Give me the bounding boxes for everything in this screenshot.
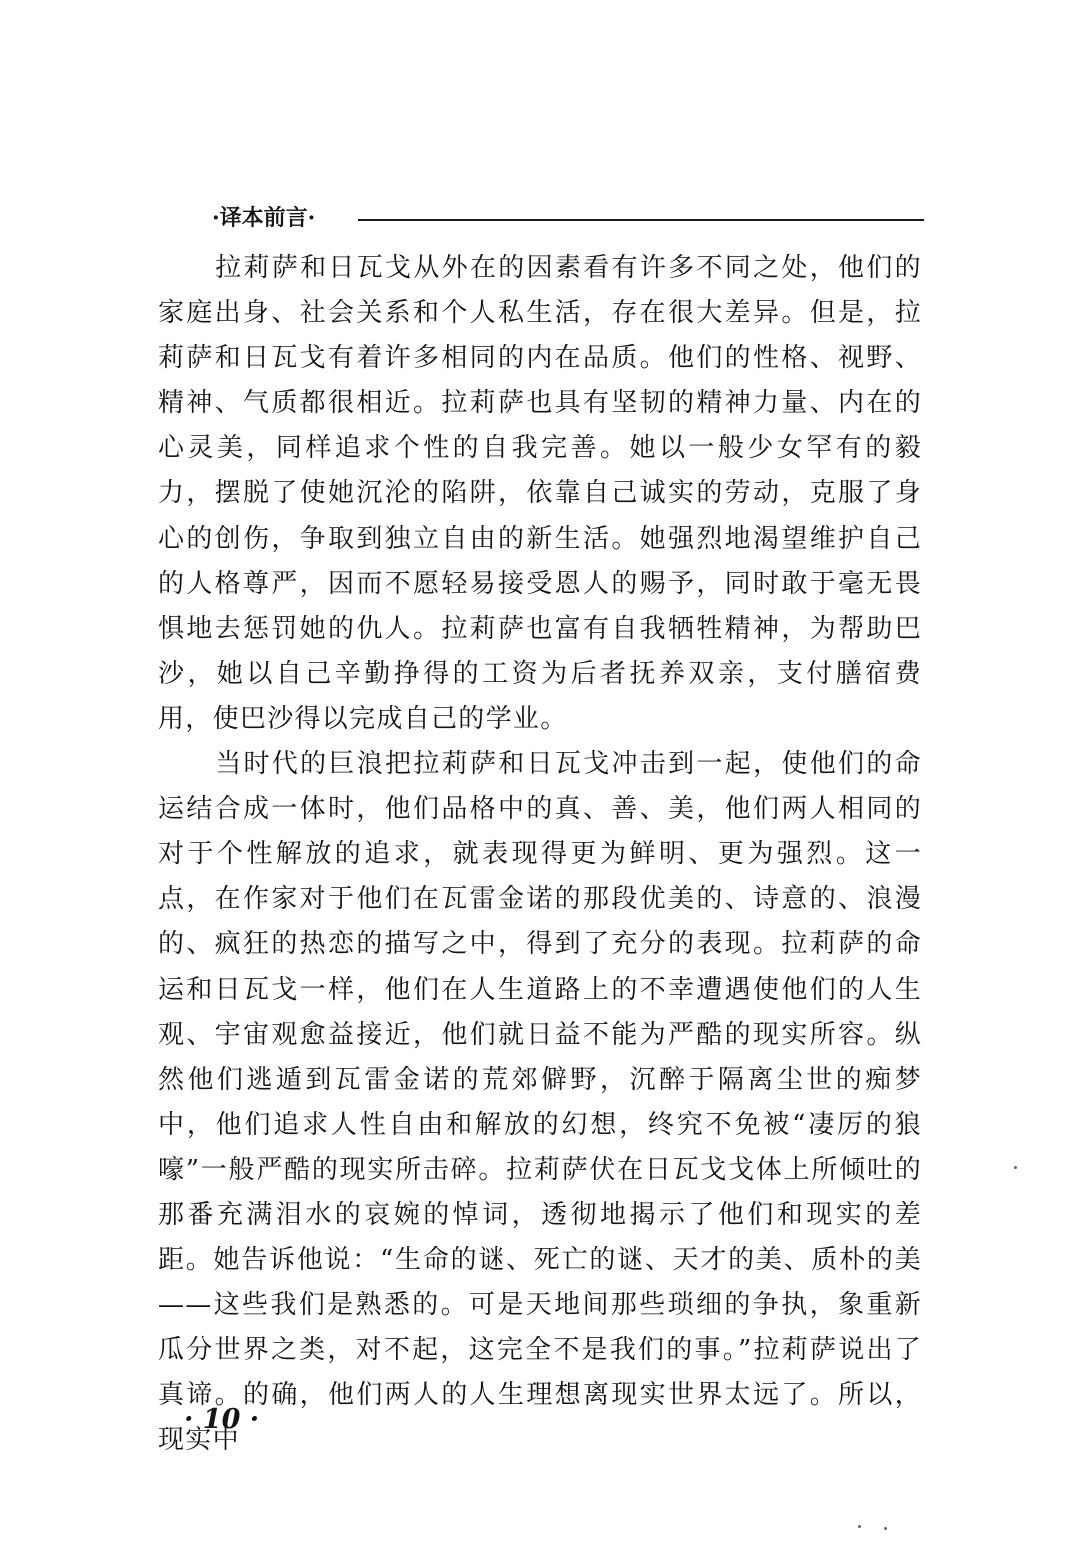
- body-text: [158, 246, 922, 1464]
- page-number: · 10 ·: [184, 1404, 260, 1435]
- scan-speck: [858, 1525, 861, 1528]
- section-title: ·译本前言·: [212, 205, 316, 231]
- paragraph: 当时代的巨浪把拉莉萨和日瓦戈冲击到一起，使他们的命运结合成一体时，他们品格中的真、善、美，他们两人相同的对于个性解放的追求，就表现得更为鲜明、更为强烈。这一点，在作家对于他们在瓦雷金诺的那段优美的、诗意的、浪漫的、疯狂的热恋的描写之中，得到了充分的表现。拉莉萨的命运和日瓦戈一样，他们在人生道路上的不幸遭遇使他们的人生观、宇宙观愈益接近，他们就日益不能为严酷的现实所容。纵然他们逃遁到瓦雷金诺的荒郊僻野，沉醉于隔离尘世的痴梦中，他们追求人性自由和解放的幻想，终究不免被“凄厉的狼嚎”一般严酷的现实所击碎。拉莉萨伏在日瓦戈戈体上所倾吐的那番充满泪水的哀婉的悼词，透彻地揭示了他们和现实的差距。她告诉他说：“生命的谜、死亡的谜、天才的美、质朴的美——这些我们是熟悉的。可是天地间那些琐细的争执，象重新瓜分世界之类，对不起，这完全不是我们的事。”拉莉萨说出了真谛。的确，他们两人的人生理想离现实世界太远了。所以，现实中: [158, 749, 922, 1456]
- scan-speck: [1014, 1166, 1017, 1169]
- scan-speck: [884, 1527, 887, 1530]
- header-rule: [358, 219, 924, 221]
- paragraph: 拉莉萨和日瓦戈从外在的因素看有许多不同之处，他们的家庭出身、社会关系和个人私生活，存在很大差异。但是，拉莉萨和日瓦戈有着许多相同的内在品质。他们的性格、视野、精神、气质都很相近。拉莉萨也具有坚韧的精神力量、内在的心灵美，同样追求个性的自我完善。她以一般少女罕有的毅力，摆脱了使她沉沦的陷阱，依靠自己诚实的劳动，克服了身心的创伤，争取到独立自由的新生活。她强烈地渴望维护自己的人格尊严，因而不愿轻易接受恩人的赐予，同时敢于毫无畏惧地去惩罚她的仇人。拉莉萨也富有自我牺牲精神，为帮助巴沙，她以自己辛勤挣得的工资为后者抚养双亲，支付膳宿费用，使巴沙得以完成自己的学业。: [158, 253, 922, 734]
- running-header: [212, 201, 924, 235]
